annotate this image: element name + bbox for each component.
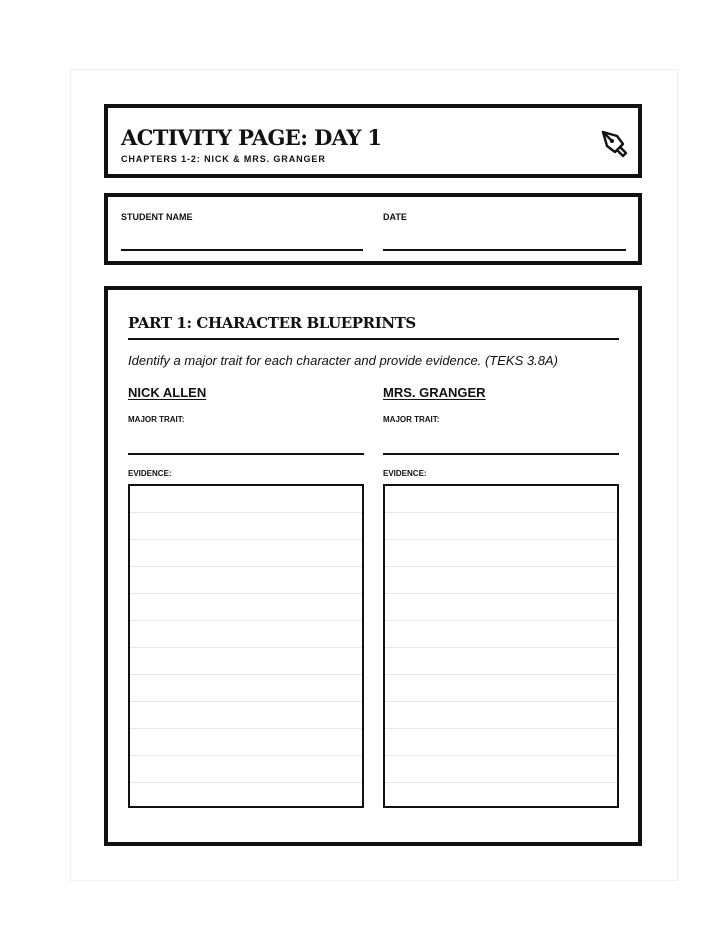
- evidence-label: EVIDENCE:: [128, 469, 172, 478]
- evidence-box-granger[interactable]: [383, 484, 619, 808]
- page-title: ACTIVITY PAGE: DAY 1: [121, 125, 382, 150]
- date-field[interactable]: [383, 249, 626, 251]
- section-divider: [128, 338, 619, 340]
- major-trait-field-nick[interactable]: [128, 453, 364, 455]
- student-info-panel: [104, 193, 642, 265]
- evidence-label: EVIDENCE:: [383, 469, 427, 478]
- character-name-granger: MRS. GRANGER: [383, 385, 486, 400]
- character-name-nick: NICK ALLEN: [128, 385, 207, 400]
- major-trait-label: MAJOR TRAIT:: [128, 415, 185, 424]
- major-trait-field-granger[interactable]: [383, 453, 619, 455]
- page-subtitle: CHAPTERS 1-2: NICK & MRS. GRANGER: [121, 154, 326, 164]
- section-instructions: Identify a major trait for each character and provide evidence. (TEKS 3.8A): [128, 353, 558, 368]
- date-label: DATE: [383, 212, 407, 222]
- character-blueprints-panel: [104, 286, 642, 846]
- evidence-box-nick[interactable]: [128, 484, 364, 808]
- pen-nib-icon: [600, 129, 630, 159]
- section-title: PART 1: CHARACTER BLUEPRINTS: [128, 314, 416, 332]
- student-name-field[interactable]: [121, 249, 363, 251]
- header-panel: [104, 104, 642, 178]
- major-trait-label: MAJOR TRAIT:: [383, 415, 440, 424]
- student-name-label: STUDENT NAME: [121, 212, 193, 222]
